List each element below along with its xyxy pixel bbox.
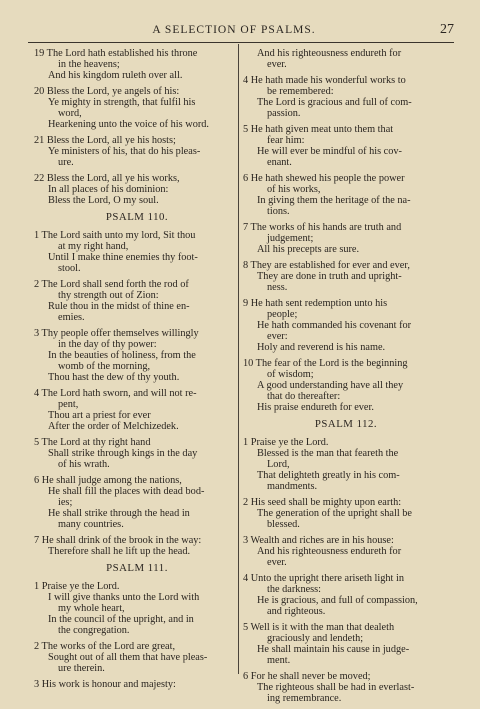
verse — [34, 328, 240, 383]
verse-line: The generation of the upright shall be — [257, 508, 412, 519]
verse-line: fear him: — [267, 135, 305, 146]
verse-line: ever. — [267, 557, 287, 568]
verse-line: Bless the Lord, O my soul. — [48, 195, 159, 206]
verse-line: In the council of the upright, and in — [48, 614, 194, 625]
verse-line: ever: — [267, 331, 288, 342]
verse-line: The righteous shall be had in everlast- — [257, 682, 415, 693]
verse-line: He shall strike through the head in — [48, 508, 190, 519]
verse — [243, 535, 449, 568]
verse-line: thy strength out of Zion: — [58, 290, 159, 301]
verse-line: They are done in truth and upright- — [257, 271, 402, 282]
psalm-title: PSALM 111. — [106, 562, 168, 574]
verse-line: Ye mighty in strength, that fulfil his — [48, 97, 196, 108]
verse-line: Thou hast the dew of thy youth. — [48, 372, 180, 383]
verse — [243, 124, 449, 168]
verse-line: Lord, — [267, 459, 290, 470]
verse-line: ment. — [267, 655, 291, 666]
verse-line: ies; — [58, 497, 73, 508]
verse-line: ness. — [267, 282, 288, 293]
verse-line: my whole heart, — [58, 603, 125, 614]
verse-line: 6 He hath shewed his people the power — [243, 173, 405, 184]
left-column — [34, 48, 240, 695]
verse-line: of wisdom; — [267, 369, 314, 380]
verse-line: Therefore shall he lift up the head. — [48, 546, 191, 557]
verse-line: 4 Unto the upright there ariseth light in — [243, 573, 404, 584]
verse — [243, 437, 449, 492]
verse-line: 4 The Lord hath sworn, and will not re- — [34, 388, 197, 399]
verse — [34, 135, 240, 168]
verse-line: He will ever be mindful of his cov- — [257, 146, 402, 157]
verse-line: 6 For he shall never be moved; — [243, 671, 371, 682]
verse-line: be remembered: — [267, 86, 334, 97]
verse — [34, 641, 240, 674]
verse-line: In all places of his dominion: — [48, 184, 169, 195]
verse-line: 2 The works of the Lord are great, — [34, 641, 176, 652]
verse-line: of his works, — [267, 184, 321, 195]
verse-line: ever. — [267, 59, 287, 70]
verse-line: the darkness: — [267, 584, 322, 595]
verse-line: In giving them the heritage of the na- — [257, 195, 411, 206]
verse-line: And his righteousness endureth for — [257, 48, 402, 59]
verse-line: After the order of Melchizedek. — [48, 421, 179, 432]
verse — [243, 497, 449, 530]
verse-line: 9 He hath sent redemption unto his — [243, 298, 388, 309]
verse-line: ure therein. — [58, 663, 105, 674]
verse-line: His praise endureth for ever. — [257, 402, 374, 413]
verse-line: Blessed is the man that feareth the — [257, 448, 399, 459]
verse-line: 8 They are established for ever and ever, — [243, 260, 410, 271]
verse-line: people; — [267, 309, 298, 320]
verse-line: Holy and reverend is his name. — [257, 342, 386, 353]
verse-line: 3 Thy people offer themselves willingly — [34, 328, 199, 339]
verse-line: enant. — [267, 157, 292, 168]
page-header — [28, 20, 454, 40]
verse-line: A good understanding have all they — [257, 380, 404, 391]
verse-line: 3 Wealth and riches are in his house: — [243, 535, 394, 546]
verse — [243, 358, 449, 413]
verse-line: The Lord is gracious and full of com- — [257, 97, 412, 108]
verse — [243, 75, 449, 119]
verse-line: 2 His seed shall be mighty upon earth: — [243, 497, 402, 508]
verse-line: 22 Bless the Lord, all ye his works, — [34, 173, 180, 184]
verse-line: Until I make thine enemies thy foot- — [48, 252, 198, 263]
verse-line: emies. — [58, 312, 85, 323]
verse-line: 20 Bless the Lord, ye angels of his: — [34, 86, 180, 97]
verse-line: I will give thanks unto the Lord with — [48, 592, 200, 603]
verse-line: pent, — [58, 399, 79, 410]
verse-line: He shall maintain his cause in judge- — [257, 644, 410, 655]
verse-line: and righteous. — [267, 606, 326, 617]
verse — [34, 437, 240, 470]
verse — [243, 48, 449, 70]
verse-line: womb of the morning, — [58, 361, 151, 372]
verse-line: mandments. — [267, 481, 318, 492]
verse-line: 3 His work is honour and majesty: — [34, 679, 176, 690]
verse-line: 6 He shall judge among the nations, — [34, 475, 182, 486]
verse-line: Thou art a priest for ever — [48, 410, 151, 421]
verse-line: of his wrath. — [58, 459, 110, 470]
verse-line: And his kingdom ruleth over all. — [48, 70, 183, 81]
verse — [243, 573, 449, 617]
verse-line: Sought out of all them that have pleas- — [48, 652, 208, 663]
verse — [34, 581, 240, 636]
verse-line: that do thereafter: — [267, 391, 341, 402]
verse — [243, 671, 449, 704]
verse-line: 4 He hath made his wonderful works to — [243, 75, 406, 86]
verse-line: stool. — [58, 263, 81, 274]
verse-line: 5 Well is it with the man that dealeth — [243, 622, 395, 633]
verse — [34, 535, 240, 557]
verse-line: 21 Bless the Lord, all ye his hosts; — [34, 135, 176, 146]
verse-line: the congregation. — [58, 625, 130, 636]
verse-line: in the heavens; — [58, 59, 120, 70]
psalm-title: PSALM 110. — [105, 211, 169, 223]
verse-line: ure. — [58, 157, 74, 168]
verse-line: judgement; — [267, 233, 314, 244]
verse-line: graciously and lendeth; — [267, 633, 364, 644]
verse-line: many countries. — [58, 519, 124, 530]
verse-line: passion. — [267, 108, 301, 119]
verse-line: tions. — [267, 206, 290, 217]
verse-line: 19 The Lord hath established his throne — [34, 48, 198, 59]
verse-line: Rule thou in the midst of thine en- — [48, 301, 190, 312]
header-rule — [28, 42, 454, 43]
verse — [243, 298, 449, 353]
verse-line: 1 Praise ye the Lord. — [243, 437, 329, 448]
verse-line: 5 He hath given meat unto them that — [243, 124, 394, 135]
verse-line: 10 The fear of the Lord is the beginning — [243, 358, 408, 369]
verse-line: blessed. — [267, 519, 300, 530]
verse-line: He hath commanded his covenant for — [257, 320, 412, 331]
page-number: 27 — [440, 22, 454, 37]
verse — [34, 86, 240, 130]
psalm-title: PSALM 112. — [314, 418, 378, 430]
verse-line: ing remembrance. — [267, 693, 342, 704]
verse-line: All his precepts are sure. — [257, 244, 360, 255]
verse — [243, 173, 449, 217]
verse-line: In the beauties of holiness, from the — [48, 350, 196, 361]
verse-line: 7 He shall drink of the brook in the way: — [34, 535, 202, 546]
verse — [34, 679, 240, 690]
verse-line: word, — [58, 108, 82, 119]
verse-line: at my right hand, — [58, 241, 129, 252]
verse-line: 1 Praise ye the Lord. — [34, 581, 120, 592]
verse-line: That delighteth greatly in his com- — [257, 470, 400, 481]
verse — [34, 230, 240, 274]
verse-line: 1 The Lord saith unto my lord, Sit thou — [34, 230, 196, 241]
verse — [34, 475, 240, 530]
verse — [34, 279, 240, 323]
verse-line: 7 The works of his hands are truth and — [243, 222, 402, 233]
running-head: A SELECTION OF PSALMS. — [152, 24, 316, 36]
verse-line: 5 The Lord at thy right hand — [34, 437, 151, 448]
verse — [243, 622, 449, 666]
verse — [243, 260, 449, 293]
verse-line: Ye ministers of his, that do his pleas- — [48, 146, 201, 157]
right-column — [243, 48, 449, 709]
verse-line: He is gracious, and full of compassion, — [257, 595, 418, 606]
verse — [243, 222, 449, 255]
verse — [34, 388, 240, 432]
verse — [34, 48, 240, 81]
verse-line: 2 The Lord shall send forth the rod of — [34, 279, 189, 290]
verse — [34, 173, 240, 206]
verse-line: Shall strike through kings in the day — [48, 448, 198, 459]
verse-line: He shall fill the places with dead bod- — [48, 486, 205, 497]
verse-line: in the day of thy power: — [58, 339, 157, 350]
verse-line: Hearkening unto the voice of his word. — [48, 119, 209, 130]
verse-line: And his righteousness endureth for — [257, 546, 402, 557]
